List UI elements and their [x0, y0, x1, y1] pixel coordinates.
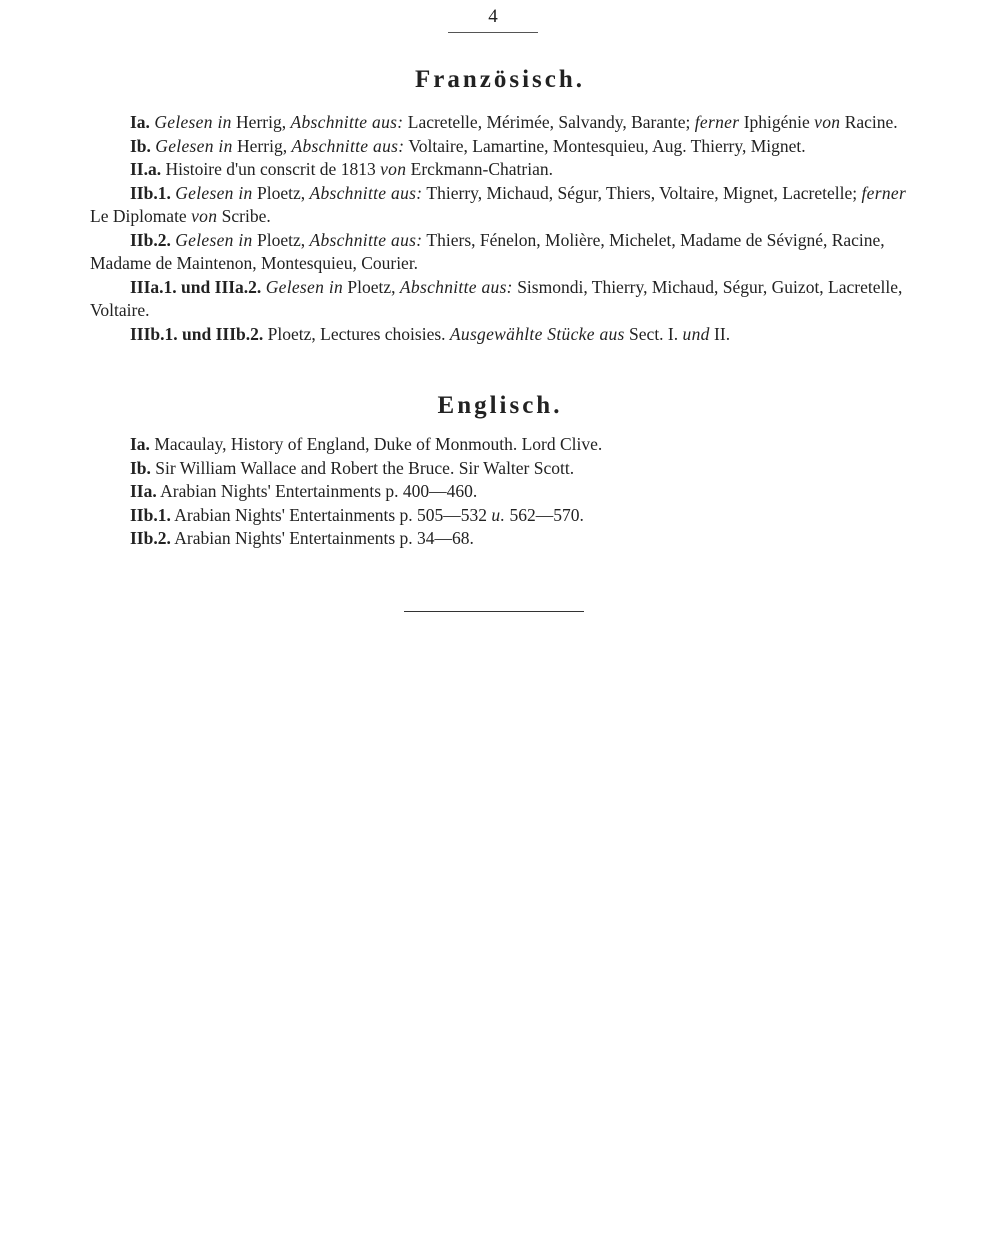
class-label: Ia. [130, 112, 150, 132]
class-label: Ib. [130, 135, 151, 156]
reading-entry [90, 480, 910, 504]
latin-text: 562—570. [509, 504, 584, 525]
latin-text: Ploetz, Lectures choisies. [267, 323, 446, 344]
fraktur-text: und [682, 323, 710, 344]
latin-text: Ploetz, [256, 182, 306, 203]
closing-rule [404, 611, 584, 612]
class-label: Ia. [130, 434, 150, 454]
fraktur-text: von [380, 159, 407, 179]
class-label: II.a. [130, 159, 162, 179]
latin-text: Lacretelle, Mérimée, Salvandy, Barante; [407, 112, 691, 132]
fraktur-text: Gelesen in [175, 182, 253, 203]
class-label: IIb.1. [130, 182, 171, 203]
fraktur-text: von [191, 206, 218, 226]
class-label: IIIb.1. und IIIb.2. [130, 323, 264, 344]
latin-text: Ploetz, [347, 276, 396, 297]
fraktur-text: Abschnitte aus: [399, 276, 513, 297]
fraktur-text: Gelesen in [175, 229, 253, 250]
latin-text: Macaulay, History of England, Duke of Monmouth. Lord Clive. [154, 434, 603, 454]
latin-text: Erckmann-Chatrian. [410, 159, 554, 179]
latin-text: Voltaire, Lamartine, Montesquieu, Aug. Thierry, Mignet. [408, 135, 806, 156]
fraktur-text: Abschnitte aus: [309, 182, 423, 203]
fraktur-text: Abschnitte aus: [290, 112, 404, 132]
fraktur-text: von [814, 112, 841, 132]
english-reading-list [90, 433, 910, 551]
section-title-french: Französisch. [414, 66, 586, 93]
reading-entry [90, 158, 910, 182]
class-label: Ib. [130, 457, 151, 478]
reading-entry [90, 111, 910, 135]
latin-text: Arabian Nights' Entertainments p. 400—460. [160, 481, 478, 501]
fraktur-text: ferner [694, 112, 740, 132]
latin-text: Le Diplomate [90, 206, 187, 226]
reading-entry [90, 527, 910, 551]
fraktur-text: ferner [861, 182, 907, 203]
class-label: IIIa.1. und IIIa.2. [130, 276, 262, 297]
fraktur-text: Gelesen in [155, 135, 233, 156]
latin-text: Racine. [844, 112, 898, 132]
page-number-rule [448, 32, 538, 33]
latin-text: Herrig, [236, 112, 287, 132]
class-label: IIb.2. [130, 528, 171, 548]
latin-text: Arabian Nights' Entertainments p. 34—68. [174, 528, 474, 548]
fraktur-text: Abschnitte aus: [291, 135, 405, 156]
french-reading-list [90, 111, 910, 346]
fraktur-text: Gelesen in [154, 112, 232, 132]
latin-text: II. [714, 323, 731, 344]
latin-text: Iphigénie [743, 112, 810, 132]
reading-entry [90, 457, 910, 481]
fraktur-text: Abschnitte aus: [309, 229, 423, 250]
fraktur-text: Gelesen in [265, 276, 344, 297]
reading-entry [90, 504, 910, 528]
class-label: IIb.2. [130, 229, 171, 250]
latin-text: Sect. I. [629, 323, 679, 344]
reading-entry [90, 229, 910, 276]
reading-entry [90, 276, 910, 323]
latin-text: Histoire d'un conscrit de 1813 [165, 159, 376, 179]
class-label: IIa. [130, 481, 157, 501]
latin-text: Sismondi, Thierry, Michaud, Ségur, Guizot, Lacretelle, Voltaire. [90, 276, 903, 320]
section-title-english: Englisch. [437, 392, 563, 419]
latin-text: Sir William Wallace and Robert the Bruce. Sir Walter Scott. [155, 457, 575, 478]
reading-entry [90, 135, 910, 159]
latin-text: Arabian Nights' Entertainments p. 505—532 [174, 504, 488, 525]
reading-entry [90, 433, 910, 457]
reading-entry [90, 182, 910, 229]
latin-text: Scribe. [221, 206, 271, 226]
page-number: 4 [488, 6, 498, 27]
latin-text: Herrig, [237, 135, 288, 156]
latin-text: Thierry, Michaud, Ségur, Thiers, Voltaire, Mignet, Lacretelle; [426, 182, 858, 203]
fraktur-text: u. [491, 504, 506, 525]
latin-text: Thiers, Fénelon, Molière, Michelet, Madame de Sévigné, Racine, Madame de Maintenon, Montesquieu, Courier. [90, 229, 885, 273]
fraktur-text: Ausgewählte Stücke aus [449, 323, 625, 344]
class-label: IIb.1. [130, 504, 171, 525]
latin-text: Ploetz, [256, 229, 306, 250]
reading-entry [90, 323, 910, 347]
